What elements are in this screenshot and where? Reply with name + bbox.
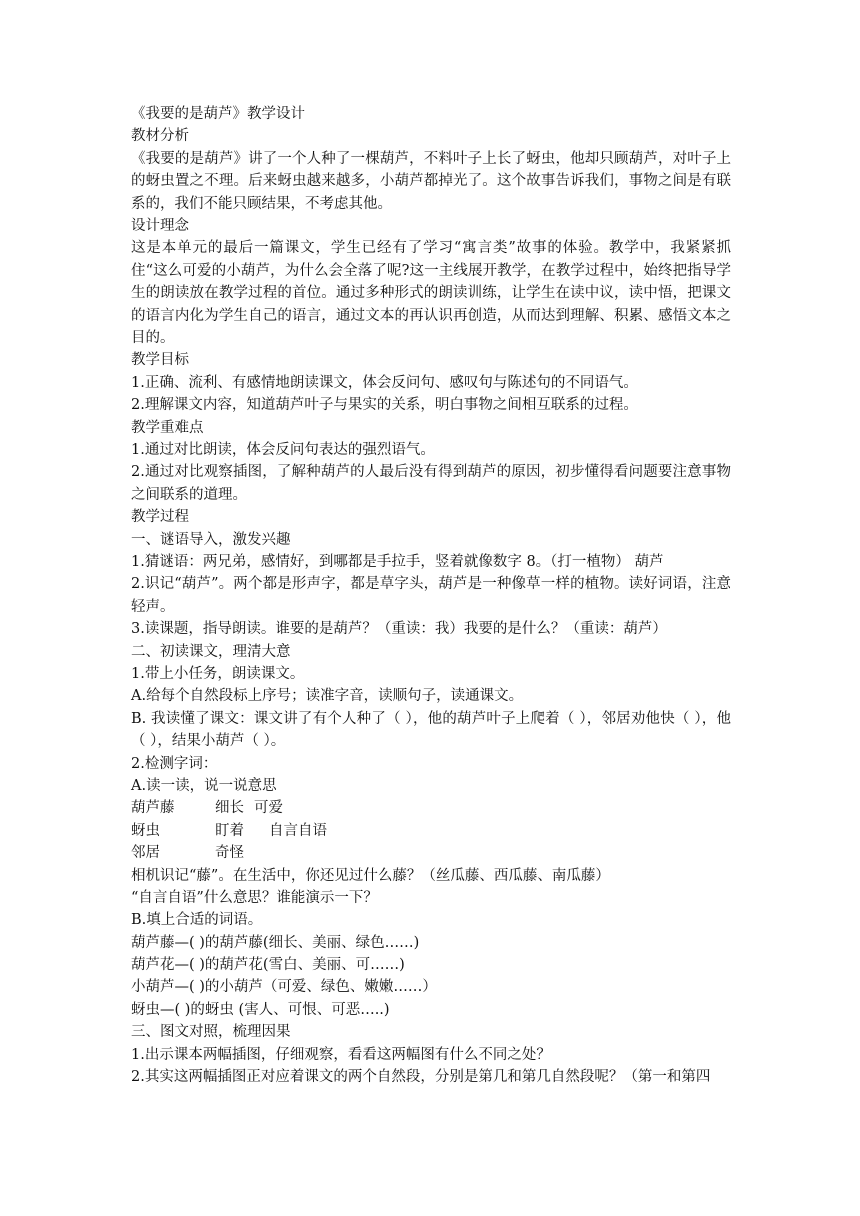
fill-item-1: 葫芦藤—( )的葫芦藤(细长、美丽、绿色……) xyxy=(131,934,420,951)
step-2-item-2: 2.检测字词： xyxy=(131,755,218,772)
word-row xyxy=(131,842,731,864)
section-heading-analysis: 教材分析 xyxy=(131,128,189,145)
word-cell: 细长 xyxy=(215,800,244,817)
step-heading-2: 二、初读课文，理清大意 xyxy=(131,643,291,660)
section-heading-key: 教学重难点 xyxy=(131,419,204,436)
step-3-item-1: 1.出示课本两幅插图，仔细观察，看看这两幅图有什么不同之处？ xyxy=(131,1046,551,1063)
word-cell: 可爱 xyxy=(254,800,283,817)
step-2-item-2b: B.填上合适的词语。 xyxy=(131,912,263,929)
word-cell: 自言自语 xyxy=(269,822,327,839)
section-heading-process: 教学过程 xyxy=(131,509,189,526)
word-cell: 蚜虫 xyxy=(131,822,160,839)
document-page xyxy=(131,103,731,1088)
step-1-item-1: 1.猜谜语：两兄弟，感情好，到哪都是手拉手，竖着就像数字 8。（打一植物） 葫芦 xyxy=(131,553,664,570)
step-2-item-2a: A.读一读，说一说意思 xyxy=(131,777,277,794)
step-heading-3: 三、图文对照，梳理因果 xyxy=(131,1024,291,1041)
fill-item-3: 小葫芦—( )的小葫芦（可爱、绿色、嫩嫩……） xyxy=(131,979,437,996)
fill-item-2: 葫芦花—( )的葫芦花(雪白、美丽、可……) xyxy=(131,957,405,974)
key-item-1: 1.通过对比朗读，体会反问句表达的强烈语气。 xyxy=(131,441,435,458)
step-2-teng-note: 相机识记“藤”。在生活中，你还见过什么藤？（丝瓜藤、西瓜藤、南瓜藤） xyxy=(131,867,610,884)
word-cell: 葫芦藤 xyxy=(131,800,175,817)
step-1-item-2: 2.识记“葫芦”。两个都是形声字，都是草字头，葫芦是一种像草一样的植物。读好词语，注意轻声。 xyxy=(131,576,731,615)
word-cell: 邻居 xyxy=(131,845,160,862)
step-2-item-a: A.给每个自然段标上序号；读准字音，读顺句子，读通课文。 xyxy=(131,688,524,705)
section-heading-goals: 教学目标 xyxy=(131,352,189,369)
step-2-ziyan-note: “自言自语”什么意思？谁能演示一下？ xyxy=(131,889,378,906)
section-heading-idea: 设计理念 xyxy=(131,218,189,234)
goal-item-1: 1.正确、流利、有感情地朗读课文，体会反问句、感叹句与陈述句的不同语气。 xyxy=(131,374,638,391)
fill-item-4: 蚜虫—( )的蚜虫 (害人、可恨、可恶…..) xyxy=(131,1001,390,1018)
paragraph-idea: 这是本单元的最后一篇课文，学生已经有了学习“寓言类”故事的体验。教学中，我紧紧抓住“这么可爱的小葫芦，为什么会全落了呢?这一主线展开教学，在教学过程中，始终把指导学生的朗读放在教学过程的首位。通过多种形式的朗读训练，让学生在读中议，读中悟，把课文的语言内化为学生自己的语言，通过文本的再认识再创造，从而达到理解、积累、感悟文本之目的。 xyxy=(131,240,731,347)
paragraph-analysis: 《我要的是葫芦》讲了一个人种了一棵葫芦，不料叶子上长了蚜虫，他却只顾葫芦，对叶子上的蚜虫置之不理。后来蚜虫越来越多，小葫芦都掉光了。这个故事告诉我们，事物之间是有联系的，我们不能只顾结果，不考虑其他。 xyxy=(131,150,731,212)
step-1-item-3: 3.读课题，指导朗读。谁要的是葫芦？（重读：我）我要的是什么？（重读：葫芦） xyxy=(131,621,667,638)
step-2-item-b: B. 我读懂了课文：课文讲了有个人种了（ ），他的葫芦叶子上爬着（ ），邻居劝他快（ ），他（ ），结果小葫芦（ ）。 xyxy=(131,710,731,750)
word-row xyxy=(131,820,731,842)
word-cell: 盯着 xyxy=(215,822,244,839)
step-2-item-1: 1.带上小任务，朗读课文。 xyxy=(131,665,305,682)
step-3-item-2: 2.其实这两幅插图正对应着课文的两个自然段，分别是第几和第几自然段呢？（第一和第四 xyxy=(131,1069,711,1086)
doc-title: 《我要的是葫芦》教学设计 xyxy=(131,106,305,122)
goal-item-2: 2.理解课文内容，知道葫芦叶子与果实的关系，明白事物之间相互联系的过程。 xyxy=(131,397,638,414)
word-cell: 奇怪 xyxy=(215,845,244,862)
key-item-2: 2.通过对比观察插图，了解种葫芦的人最后没有得到葫芦的原因，初步懂得看问题要注意事物之间联系的道理。 xyxy=(131,464,731,503)
step-heading-1: 一、谜语导入，激发兴趣 xyxy=(131,531,291,548)
word-row xyxy=(131,797,731,819)
